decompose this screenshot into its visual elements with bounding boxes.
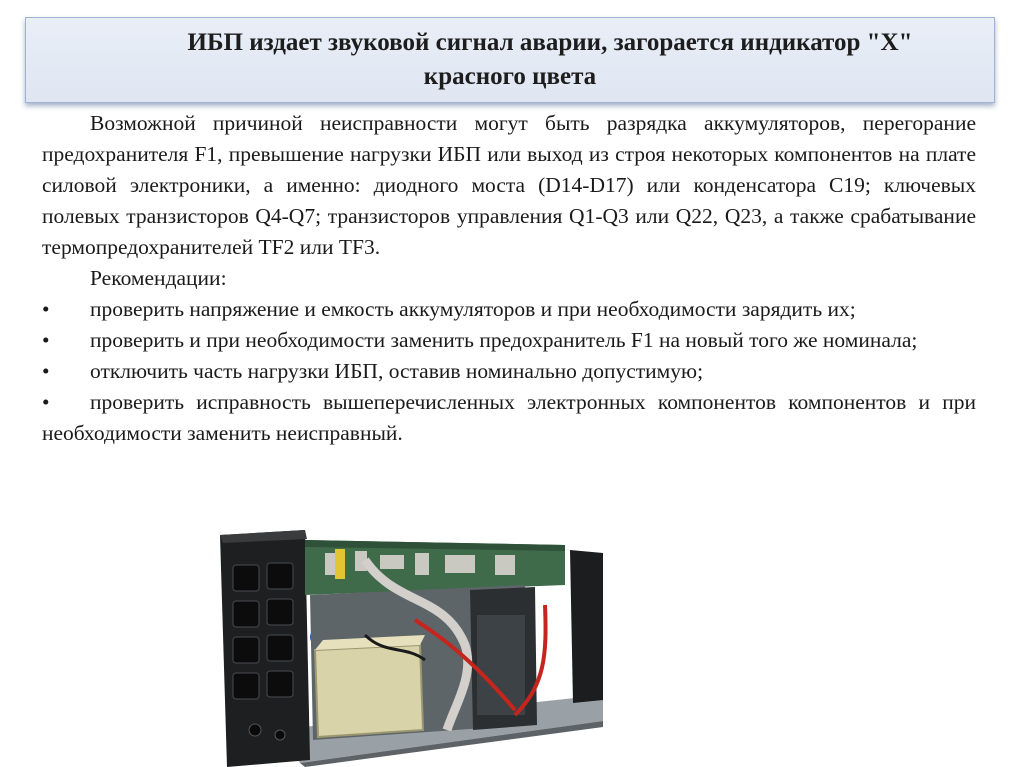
cause-paragraph: Возможной причиной неисправности могут быть разрядка аккумуляторов, перегорание предохранителя F1, превышение нагрузки ИБП или выход из строя некоторых компонентов на плате силовой электроники, а именно: диодного моста (D14-D17) или конденсатора С19; ключевых полевых транзисторов Q4-Q7; транзисторов управления Q1-Q3 или Q22, Q23, а также срабатывание термопредохранителей TF2 или TF3.: [42, 111, 976, 259]
bullet-item: [42, 387, 976, 449]
bullet-item: [42, 325, 976, 356]
bullet-text: проверить исправность вышеперечисленных электронных компонентов компонентов и при необходимости заменить неисправный.: [42, 390, 976, 445]
slide-body: [42, 108, 976, 449]
bullet-text: проверить напряжение и емкость аккумуляторов и при необходимости зарядить их;: [90, 297, 856, 321]
bullet-text: отключить часть нагрузки ИБП, оставив номинально допустимую;: [90, 359, 704, 383]
bullet-item: [42, 356, 976, 387]
ups-internals-photo: [215, 525, 605, 767]
recommendations-label: Рекомендации:: [90, 266, 227, 290]
bullet-marker: •: [42, 390, 50, 414]
bullet-item: [42, 294, 976, 325]
bullet-marker: •: [42, 297, 50, 321]
bullet-text: проверить и при необходимости заменить предохранитель F1 на новый того же номинала;: [90, 328, 918, 352]
slide-title-line-2: красного цвета: [423, 63, 597, 90]
slide-title-box: [25, 17, 995, 103]
bullet-marker: •: [42, 328, 50, 352]
slide-title-line-1: ИБП издает звуковой сигнал аварии, загорается индикатор "Х": [187, 29, 913, 56]
bullet-marker: •: [42, 359, 50, 383]
